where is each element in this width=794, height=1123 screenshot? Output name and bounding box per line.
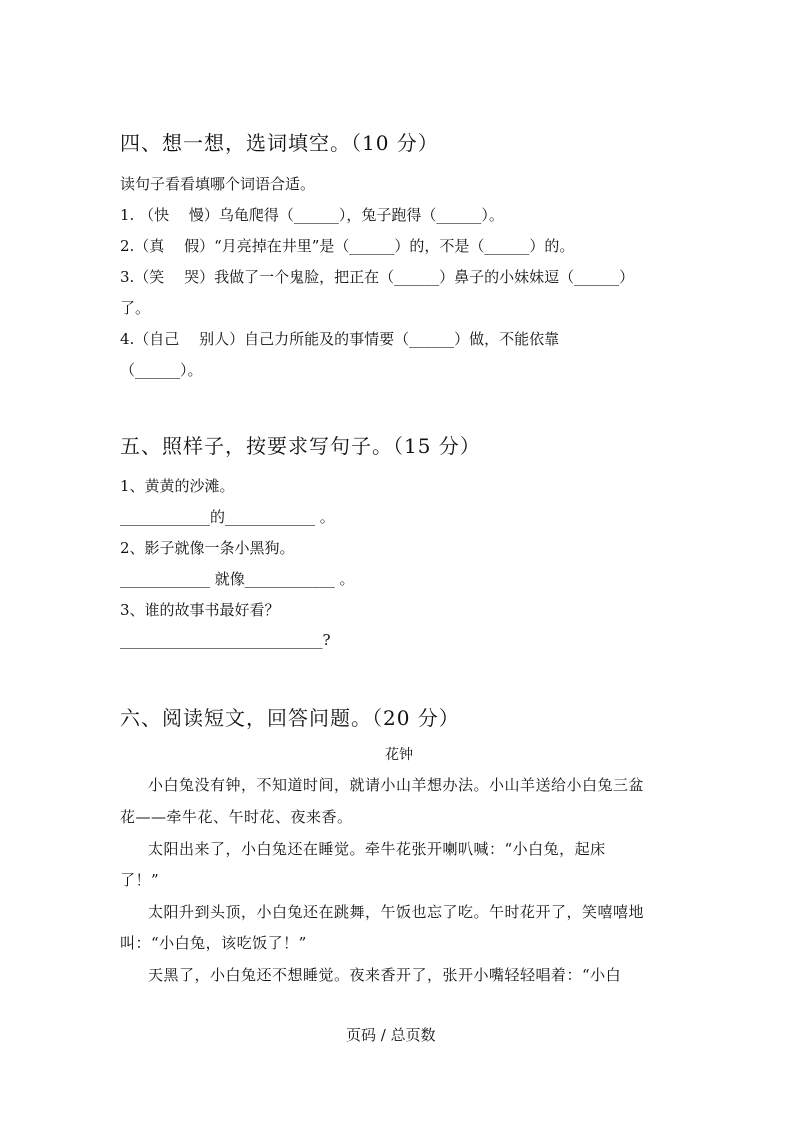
passage-line: 花——牵牛花、午时花、夜来香。 <box>120 808 353 826</box>
passage-line: 叫：“小白兔，该吃饭了！” <box>120 934 307 952</box>
passage-line: 天黑了，小白兔还不想睡觉。夜来香开了，张开小嘴轻轻唱着：“小白 <box>148 966 622 984</box>
question-4-3-line-2: 了。 <box>120 299 151 317</box>
question-5-3: 3、谁的故事书最好看？ <box>120 601 280 619</box>
question-4-3-line-1: 3.（笑 哭）我做了一个鬼脸，把正在（______）鼻子的小妹妹逗（______） <box>120 268 635 286</box>
question-4-4-line-2: （______）。 <box>120 361 203 379</box>
passage-line: 太阳升到头顶，小白兔还在跳舞，午饭也忘了吃。午时花开了，笑嘻嘻地 <box>148 903 645 921</box>
question-5-2: 2、影子就像一条小黑狗。 <box>120 539 295 557</box>
answer-5-2: ____________ 就像____________ 。 <box>120 570 355 588</box>
section-4-instruction: 读句子看看填哪个词语合适。 <box>120 175 316 193</box>
passage-line: 太阳出来了，小白兔还在睡觉。牵牛花张开喇叭喊：“小白兔，起床 <box>148 840 606 858</box>
answer-5-3: ___________________________? <box>120 631 331 649</box>
passage-line: 了！” <box>120 871 160 889</box>
question-4-4-line-1: 4.（自己 别人）自己力所能及的事情要（______）做，不能依靠 <box>120 330 560 348</box>
passage-title: 花钟 <box>385 747 413 763</box>
section-5-heading: 五、照样子，按要求写句子。（15 分） <box>120 434 481 458</box>
section-6-heading: 六、阅读短文，回答问题。（20 分） <box>120 706 460 730</box>
answer-5-1: ____________的____________ 。 <box>120 508 335 526</box>
question-4-1: 1. （快 慢）乌龟爬得（______），兔子跑得（______）。 <box>120 206 504 224</box>
page-footer: 页码 / 总页数 <box>346 1026 436 1044</box>
question-5-1: 1、黄黄的沙滩。 <box>120 477 235 495</box>
section-4-heading: 四、想一想，选词填空。（10 分） <box>120 131 439 155</box>
question-4-2: 2.（真 假）“月亮掉在井里”是（______）的，不是（______）的。 <box>120 237 575 255</box>
passage-line: 小白兔没有钟，不知道时间，就请小山羊想办法。小山羊送给小白兔三盆 <box>148 776 645 794</box>
